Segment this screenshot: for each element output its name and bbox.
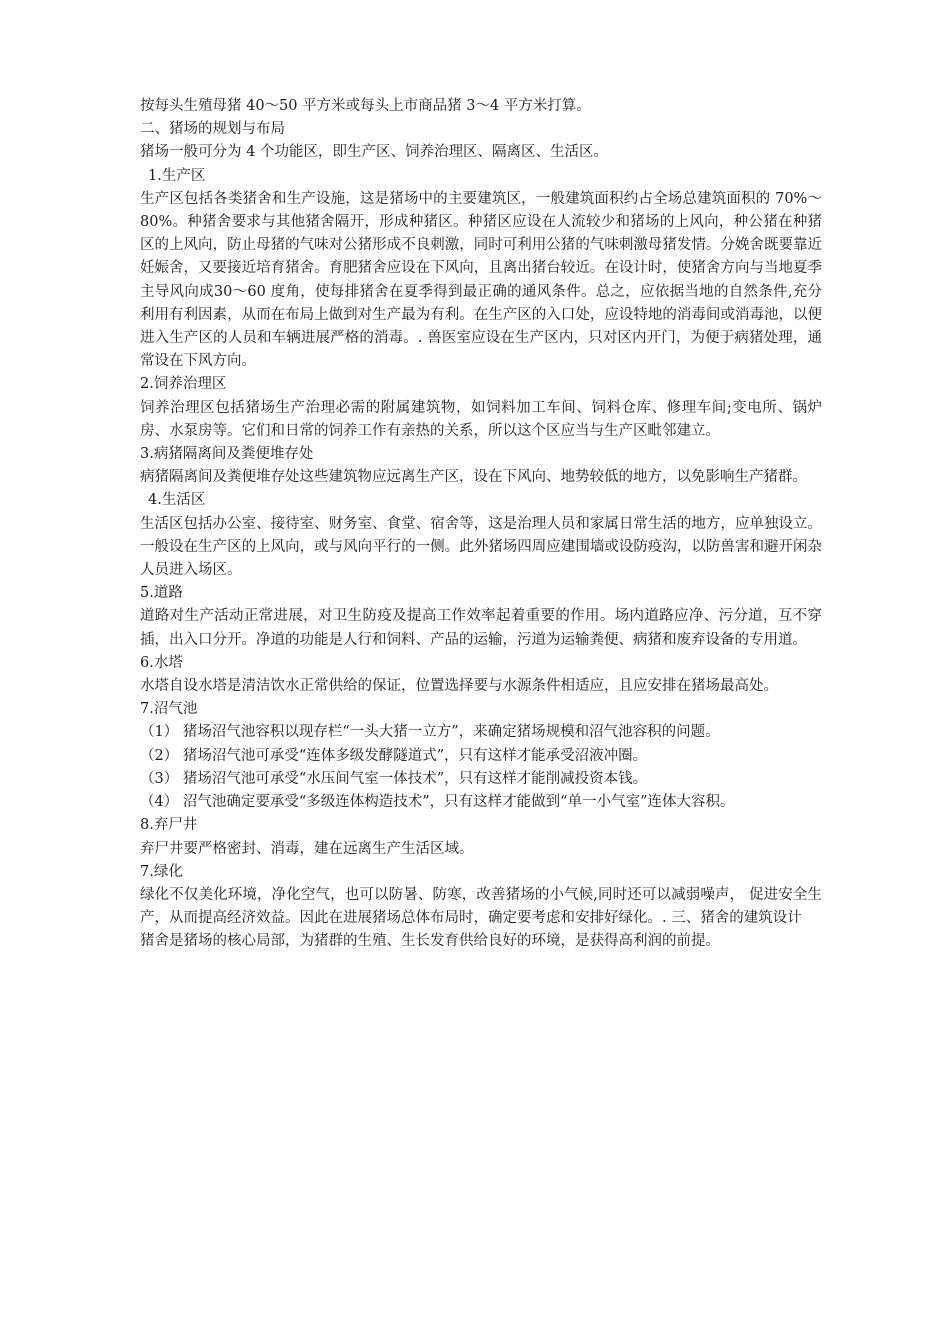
heading-isolation-zone: 3.病猪隔离间及粪便堆存处 — [140, 446, 314, 463]
biogas-item-2: （2） 猪场沼气池可承受“连体多级发酵隧道式”，只有这样才能承受沼液冲圈。 — [140, 747, 648, 764]
paragraph-living-zone: 生活区包括办公室、接待室、财务室、食堂、宿舍等，这是治理人员和家属日常生活的地方，应单独设立。一般设在生产区的上风向，或与风向平行的一侧。此外猪场四周应建围墙或设防疫沟，以防兽害和避开闲杂人员进入场区。 — [140, 515, 822, 579]
paragraph-carcass-well: 弃尸井要严格密封、消毒，建在远离生产生活区域。 — [140, 840, 474, 857]
section-heading-planning: 二、猪场的规划与布局 — [140, 121, 285, 138]
heading-production-zone: 1.生产区 — [148, 167, 206, 184]
biogas-item-1: （1） 猪场沼气池容积以现存栏“一头大猪一立方”，来确定猪场规模和沼气池容积的问题。 — [140, 724, 720, 741]
paragraph-production-zone: 生产区包括各类猪舍和生产设施，这是猪场中的主要建筑区，一般建筑面积约占全场总建筑面积的 70%～80%。种猪舍要求与其他猪舍隔开，形成种猪区。种猪区应设在人流较少和猪场的上风向，种公猪在种猪区的上风向，防止母猪的气味对公猪形成不良刺激，同时可利用公猪的气味刺激母猪发情。分娩舍既要靠近妊娠舍，又要接近培育猪舍。育肥猪舍应设在下风向，且离出猪台较近。在设计时，使猪舍方向与当地夏季主导风向成30～60 度角，使每排猪舍在夏季得到最正确的通风条件。总之，应依据当地的自然条件,充分利用有利因素，从而在布局上做到对生产最为有利。在生产区的入口处，应设特地的消毒间或消毒池，以便进入生产区的人员和车辆进展严格的消毒。. 兽医室应设在生产区内，只对区内开门，为便于病猪处理，通常设在下风方向。 — [140, 190, 822, 370]
paragraph-feeding-zone: 饲养治理区包括猪场生产治理必需的附属建筑物，如饲料加工车间、饲料仓库、修理车间;变电所、锅炉房、水泵房等。它们和日常的饲养工作有亲热的关系，所以这个区应当与生产区毗邻建立。 — [140, 399, 822, 439]
intro-functional-zones: 猪场一般可分为 4 个功能区，即生产区、饲养治理区、隔离区、生活区。 — [140, 144, 608, 161]
intro-line: 按每头生殖母猪 40～50 平方米或每头上市商品猪 3～4 平方米打算。 — [140, 98, 591, 114]
paragraph-roads: 道路对生产活动正常进展，对卫生防疫及提高工作效率起着重要的作用。场内道路应净、污分道，互不穿插，出入口分开。净道的功能是人行和饲料、产品的运输，污道为运输粪便、病猪和废弃设备的专用道。 — [140, 608, 822, 648]
paragraph-isolation-zone: 病猪隔离间及粪便堆存处这些建筑物应远离生产区，设在下风向、地势较低的地方，以免影响生产猪群。 — [140, 469, 807, 486]
heading-water-tower: 6.水塔 — [140, 654, 183, 671]
heading-carcass-well: 8.弃尸井 — [140, 817, 198, 834]
document-body — [140, 95, 822, 954]
heading-living-zone: 4.生活区 — [148, 492, 206, 509]
biogas-item-3: （3） 猪场沼气池可承受“水压间气室一体技术”，只有这样才能削减投资本钱。 — [140, 770, 648, 787]
heading-greening: 7.绿化 — [140, 863, 183, 880]
heading-biogas: 7.沼气池 — [140, 701, 198, 718]
heading-feeding-zone: 2.饲养治理区 — [140, 376, 227, 393]
paragraph-pig-house: 猪舍是猪场的核心局部，为猪群的生殖、生长发育供给良好的环境，是获得高利润的前提。 — [140, 933, 720, 950]
paragraph-water-tower: 水塔自设水塔是清洁饮水正常供给的保证，位置选择要与水源条件相适应，且应安排在猪场最高处。 — [140, 678, 778, 695]
paragraph-greening: 绿化不仅美化环境，净化空气，也可以防暑、防寒，改善猪场的小气候,同时还可以减弱噪声， 促进安全生产，从而提高经济效益。因此在进展猪场总体布局时，确定要考虑和安排好绿化。. 三、猪舍的建筑设计 — [140, 886, 822, 927]
biogas-item-4: （4） 沼气池确定要承受“多级连体构造技术”，只有这样才能做到“单一小气室”连体大容积。 — [140, 794, 735, 811]
heading-roads: 5.道路 — [140, 585, 183, 602]
